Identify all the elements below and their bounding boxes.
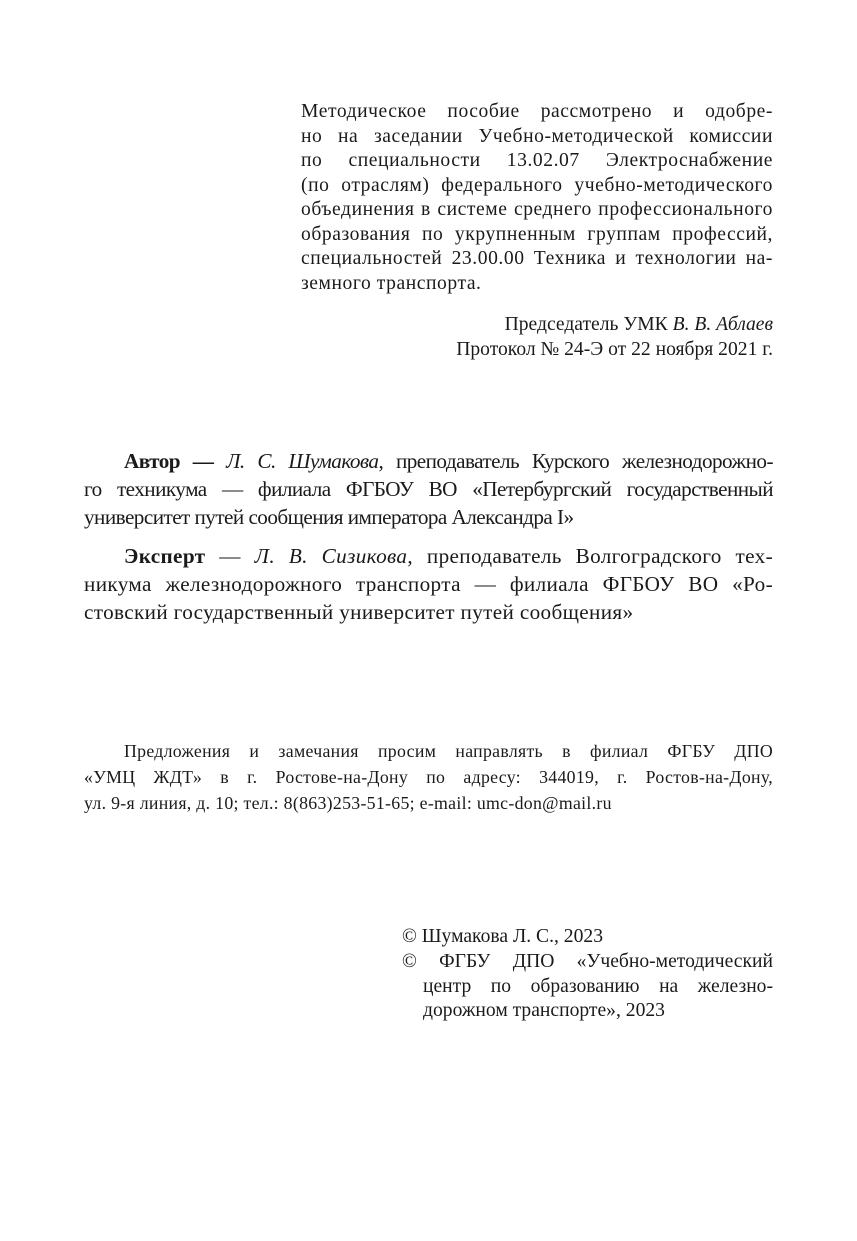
approval-line: образования по укрупненным группам профессий, [301,223,773,245]
suggestions-note [84,738,773,816]
author-label: Автор [124,449,180,473]
author-line: университет путей сообщения императора Александра I» [84,505,574,529]
suggestions-line: «УМЦ ЖДТ» в г. Ростове-на-Дону по адресу: 344019, г. Ростов-на-Дону, [84,767,773,787]
suggestions-line: Предложения и замечания просим направлять в филиал ФГБУ ДПО [124,741,773,761]
copyright-line: © Шумакова Л. С., 2023 [402,926,603,947]
approval-line: объединения в системе среднего профессионального [301,199,773,220]
copyright-line: дорожном транспорте», 2023 [423,1000,665,1022]
expert-credit [84,542,773,626]
protocol-line: Протокол № 24-Э от 22 ноября 2021 г. [456,339,773,360]
chairman-line [456,312,773,337]
expert-line: никума железнодорожного транспорта — филиала ФГБОУ ВО «Ро- [84,572,773,596]
chairman-signature [456,312,773,362]
author-line: го техникума — филиала ФГБОУ ВО «Петербургский государственный [84,477,773,501]
author-dash: — [179,449,227,473]
chairman-name: В. В. Аблаев [672,314,773,335]
expert-position: , преподаватель Волгоградского тех- [407,544,773,568]
expert-label: Эксперт [124,544,206,568]
approval-line: Методическое пособие рассмотрено и одобре- [301,101,773,122]
author-line [84,447,773,475]
approval-line: земного транспорта. [301,272,482,294]
author-name: Л. С. Шумакова [226,449,379,473]
expert-name: Л. В. Сизикова [254,544,408,568]
approval-note [301,100,773,296]
copyright-line: © ФГБУ ДПО «Учебно-методический [402,950,773,972]
expert-line: стовский государственный университет путей сообщения» [84,600,634,624]
expert-line [84,542,773,570]
chairman-title: Председатель УМК [504,314,668,335]
approval-line: по специальности 13.02.07 Электроснабжение [301,150,773,171]
author-credit [84,447,773,531]
expert-dash: — [205,544,255,568]
author-position: , преподаватель Курского железнодорожно- [378,449,773,473]
approval-line: но на заседании Учебно-методической комиссии [301,125,773,147]
copyright-line: центр по образованию на железно- [423,975,773,997]
approval-line: (по отраслям) федерального учебно-методического [301,174,773,196]
suggestions-line: ул. 9-я линия, д. 10; тел.: 8(863)253-51-65; e-mail: umc-don@mail.ru [84,793,612,813]
copyright-block [402,925,773,1024]
approval-line: специальностей 23.00.00 Техника и технологии на- [301,248,773,269]
